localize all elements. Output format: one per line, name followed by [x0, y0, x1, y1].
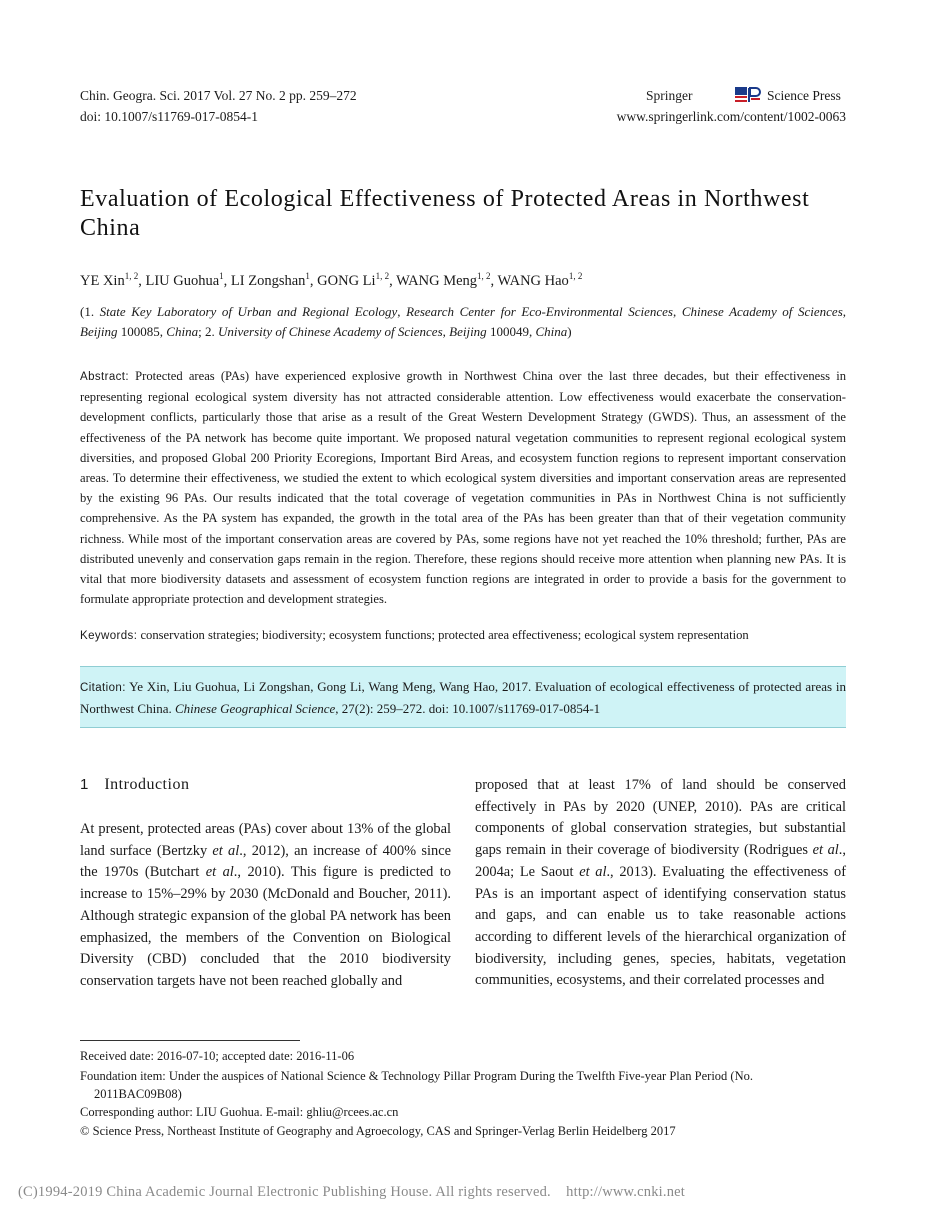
author-affil-sup: 1, 2	[477, 271, 491, 281]
author: LIU Guohua	[145, 273, 220, 289]
paper-title: Evaluation of Ecological Effectiveness of Protected Areas in Northwest China	[80, 186, 810, 241]
keywords-text: conservation strategies; biodiversity; ecosystem functions; protected area effectiveness; ecological system representation	[140, 628, 749, 642]
footnote-foundation: Foundation item: Under the auspices of National Science & Technology Pillar Program During the Twelfth Five-year Plan Period (No. 2011BAC09B08)	[80, 1069, 753, 1101]
abstract	[80, 366, 846, 609]
citation-box: Citation: Ye Xin, Liu Guohua, Li Zongshan, Gong Li, Wang Meng, Wang Hao, 2017. Evaluation of ecological effectiveness of protected areas in Northwest China. Chinese Geographical Science, 27(2): 259–272. doi: 10.1007/s11769-017-0854-1	[80, 666, 846, 728]
keywords	[80, 628, 846, 643]
science-press-logo-icon	[735, 87, 761, 103]
body-column-left: At present, protected areas (PAs) cover about 13% of the global land surface (Bertzky et al., 2012), an increase of 400% since the 1970s (Butchart et al., 2010). This figure is predicted to increase to 15%–29% by 2030 (McDonald and Boucher, 2011). Although strategic expansion of the global PA network has been emphasized, the members of the Convention on Biological Diversity (CBD) concluded that the 2010 biodiversity conservation targets have not been reached globally and	[80, 821, 452, 989]
footnote-received: Received date: 2016-07-10; accepted date: 2016-11-06	[80, 1049, 355, 1063]
author-affil-sup: 1, 2	[375, 271, 390, 281]
author: YE Xin	[80, 273, 125, 289]
abstract-text: Protected areas (PAs) have experienced explosive growth in Northwest China over the last three decades, but their effectiveness in representing regional ecological system diversity has not attracted considerable attention. Low effectiveness would exacerbate the conservation-development conflicts, particularly those that arise as a result of the Great Western Development Strategy (GWDS). Thus, an assessment of the effectiveness of the PA network has become quite important. We proposed natural vegetation communities to represent regional ecological system diversities, and proposed Global 200 Priority Ecoregions, Important Bird Areas, and ecosystem function regions to represent important conservation areas. To determine their effectiveness, we studied the extent to which ecological system diversities and important conservation areas are represented by the existing 96 PAs. Our results indicated that the total coverage of vegetation communities in PAs in Northwest China is not sufficiently comprehensive. As the PA system has expanded, the growth in the total area of the PAs has been greater than that of their vegetation community richness. While most of the important conservation areas are covered by PAs, some regions have not yet reached the 10% threshold; further, PAs are distributed unevenly and conservation gaps remain in the region. Therefore, these regions should receive more attention when planning new PAs. It is vital that more biodiversity datasets and assessment of ecosystem function regions are integrated in order to provide a basis for the government to formulate appropriate protection and development strategies.	[80, 369, 846, 607]
section-number: 1	[80, 776, 89, 793]
author-affil-sup: 1, 2	[568, 271, 583, 281]
keywords-label: Keywords:	[80, 630, 138, 642]
author-affil-sup: 1	[219, 271, 224, 281]
section-heading	[80, 776, 189, 794]
author-list: YE Xin$^{1, 2}$, LIU Guohua$^1$, LI Zongshan$^1$, GONG Li$^{1, 2}$, WANG Meng$^{1, 2}$, WANG Hao$^{1, 2}$	[80, 271, 583, 289]
publisher-springer: Springer	[646, 88, 693, 103]
journal-line: Chin. Geogra. Sci. 2017 Vol. 27 No. 2 pp. 259–272	[80, 88, 357, 103]
footnote-corresponding: Corresponding author: LIU Guohua. E-mail: ghliu@rcees.ac.cn	[80, 1105, 399, 1119]
section-title: Introduction	[104, 776, 190, 793]
footnote-divider	[80, 1040, 300, 1041]
abstract-label: Abstract:	[80, 371, 129, 383]
cnki-watermark: (C)1994-2019 China Academic Journal Electronic Publishing House. All rights reserved. http://www.cnki.net	[18, 1184, 686, 1200]
springer-url: www.springerlink.com/content/1002-0063	[616, 109, 846, 124]
author: GONG Li	[317, 273, 376, 289]
body-column-right: proposed that at least 17% of land should be conserved effectively in PAs by 2020 (UNEP, 2010). PAs are critical components of global conservation strategies, but substantial gaps remain in their coverage of biodiversity (Rodrigues et al., 2004a; Le Saout et al., 2013). Evaluating the effectiveness of PAs is an important aspect of identifying conservation status and gaps, and can enable us to take reasonable actions according to different levels of the hierarchical organization of biodiversity, including genes, species, habitats, vegetation communities, ecosystems, and their correlated processes and	[475, 777, 846, 989]
author-affil-sup: 1, 2	[124, 271, 139, 281]
author: WANG Meng	[396, 273, 478, 289]
affiliations: (1. State Key Laboratory of Urban and Regional Ecology, Research Center for Eco-Environmental Sciences, Chinese Academy of Sciences, Beijing 100085, China; 2. University of Chinese Academy of Sciences, Beijing 100049, China)	[80, 304, 846, 339]
citation-journal: Chinese Geographical Science	[174, 700, 336, 716]
citation-label: Citation:	[80, 682, 126, 694]
science-press-label: Science Press	[767, 88, 841, 103]
author: WANG Hao	[497, 273, 569, 289]
journal-info	[80, 85, 357, 127]
doi-line: doi: 10.1007/s11769-017-0854-1	[80, 109, 258, 124]
publisher-science-press	[735, 85, 841, 106]
author-affil-sup: 1	[305, 271, 310, 281]
footnote-copyright: © Science Press, Northeast Institute of Geography and Agroecology, CAS and Springer-Verlag Berlin Heidelberg 2017	[80, 1124, 676, 1138]
author: LI Zongshan	[230, 273, 306, 289]
